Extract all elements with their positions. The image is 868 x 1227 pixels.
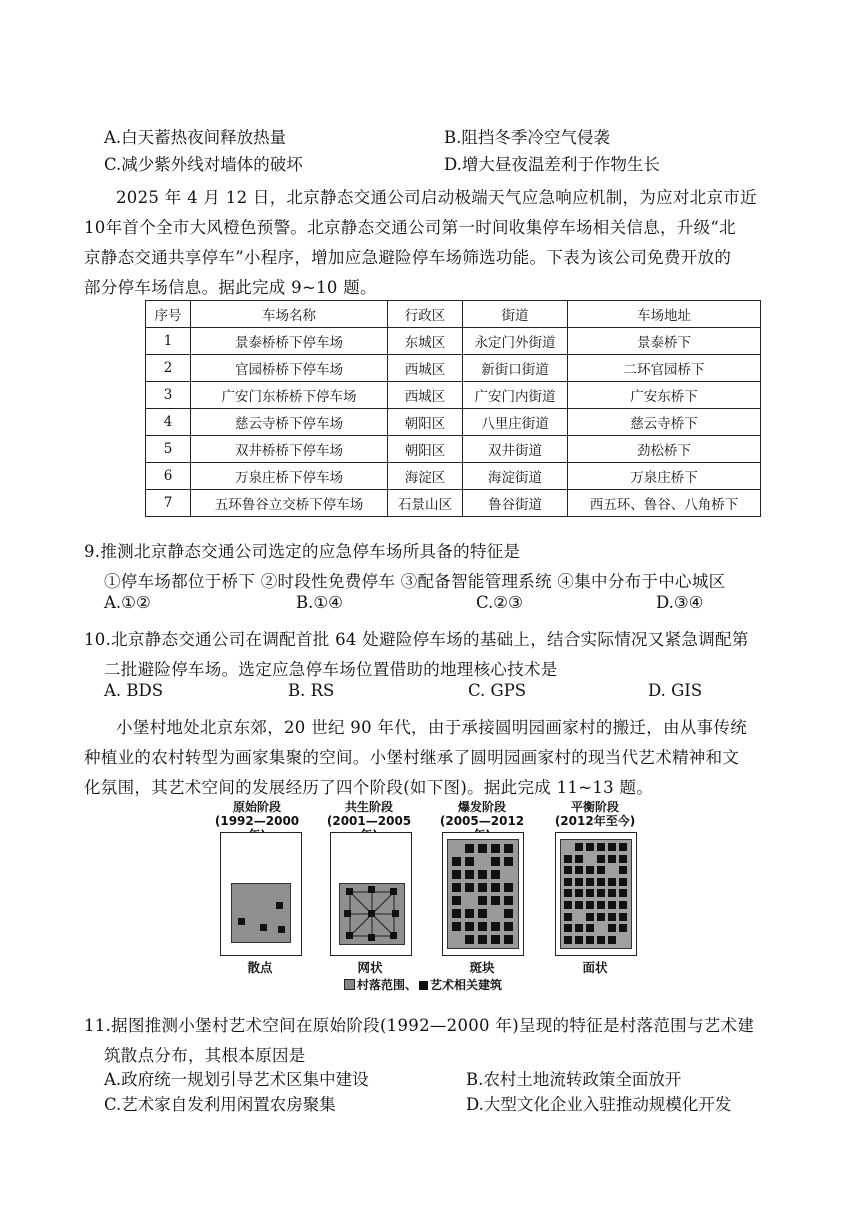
art-building-block: [564, 855, 572, 863]
art-building-block: [586, 936, 594, 944]
art-building-block: [452, 870, 461, 879]
stage-2-village-area: [339, 883, 405, 945]
legend-art-label: 艺术相关建筑: [430, 978, 503, 992]
q10-option-a: A. BDS: [104, 681, 164, 700]
stage-2-map: [330, 832, 412, 956]
table-row: [146, 490, 761, 517]
art-building-block: [491, 857, 500, 866]
cell-district: 朝阳区: [388, 409, 463, 436]
cell-lot-name: 五环鲁谷立交桥下停车场: [191, 490, 388, 517]
q10-option-b: B. RS: [288, 681, 335, 700]
art-building-block: [619, 843, 627, 851]
art-building-block: [608, 855, 616, 863]
q9-items: ①停车场都位于桥下 ②时段性免费停车 ③配备智能管理系统 ④集中分布于中心城区: [104, 572, 726, 591]
cell-address: 广安东桥下: [568, 382, 761, 409]
art-building-block: [465, 922, 474, 931]
cell-lot-name: 双井桥桥下停车场: [191, 436, 388, 463]
art-building-block: [452, 857, 461, 866]
art-building-block: [344, 910, 351, 917]
stage-1-village-area: [231, 883, 291, 943]
art-building-block: [564, 924, 572, 932]
art-building-block: [465, 844, 474, 853]
table-row: [146, 436, 761, 463]
stage-1-period: (1992—2000: [214, 814, 300, 828]
passage1-line: 京静态交通共享停车”小程序，增加应急避险停车场筛选功能。下表为该公司免费开放的: [84, 248, 732, 267]
header-street: 街道: [463, 301, 568, 328]
art-building-block: [260, 924, 267, 931]
q9-option-a: A.①②: [104, 593, 151, 612]
art-building-block: [564, 901, 572, 909]
art-building-block: [478, 870, 487, 879]
art-building-block: [597, 855, 605, 863]
art-building-block: [586, 878, 594, 886]
art-building-block: [368, 934, 375, 941]
cell-lot-name: 官园桥桥下停车场: [191, 355, 388, 382]
art-building-block: [278, 926, 285, 933]
art-building-block: [619, 924, 627, 932]
art-building-block: [465, 857, 474, 866]
stage-4-period: (2012年至今): [554, 814, 636, 828]
stage-4-village-area: [560, 839, 632, 949]
art-building-block: [564, 866, 572, 874]
cell-district: 东城区: [388, 328, 463, 355]
stage-2-period: (2001—2005: [326, 814, 412, 828]
art-building-block: [619, 901, 627, 909]
table-row: [146, 328, 761, 355]
art-building-block: [504, 896, 513, 905]
q11-stem-line2: 筑散点分布，其根本原因是: [104, 1046, 306, 1065]
art-building-block: [465, 870, 474, 879]
art-building-block: [619, 866, 627, 874]
stage-4-name: 平衡阶段: [570, 800, 619, 814]
cell-street: 鲁谷街道: [463, 490, 568, 517]
header-address: 车场地址: [568, 301, 761, 328]
legend-village-swatch: [344, 979, 355, 990]
table-row: [146, 355, 761, 382]
art-building-block: [478, 896, 487, 905]
art-building-block: [586, 913, 594, 921]
art-building-block: [504, 883, 513, 892]
cell-lot-name: 万泉庄桥下停车场: [191, 463, 388, 490]
cell-street: 永定门外街道: [463, 328, 568, 355]
q9-option-c: C.②③: [476, 593, 523, 612]
art-building-block: [608, 878, 616, 886]
stage-3-map: [442, 832, 524, 956]
art-building-block: [238, 918, 245, 925]
cell-address: 西五环、鲁谷、八角桥下: [568, 490, 761, 517]
stage-3-caption: 斑块: [469, 960, 495, 975]
art-building-block: [478, 922, 487, 931]
passage2-line: 小堡村地处北京东郊，20 世纪 90 年代，由于承接圆明园画家村的搬迁，由从事传统: [116, 718, 748, 737]
passage2-line: 种植业的农村转型为画家集聚的空间。小堡村继承了圆明园画家村的现当代艺术精神和文: [84, 748, 740, 767]
art-building-block: [619, 913, 627, 921]
art-building-block: [575, 843, 583, 851]
art-building-block: [564, 889, 572, 897]
art-building-block: [586, 924, 594, 932]
stage-3-period: (2005—2012: [439, 814, 525, 828]
art-building-block: [390, 932, 397, 939]
art-building-block: [608, 843, 616, 851]
art-building-block: [586, 889, 594, 897]
header-index: 序号: [146, 301, 191, 328]
parking-table: [145, 300, 761, 517]
art-building-block: [586, 843, 594, 851]
art-building-block: [619, 878, 627, 886]
art-building-block: [478, 844, 487, 853]
table-row: [146, 409, 761, 436]
q11-option-a: A.政府统一规划引导艺术区集中建设: [104, 1070, 369, 1089]
art-building-block: [491, 883, 500, 892]
art-building-block: [491, 844, 500, 853]
art-building-block: [575, 866, 583, 874]
cell-district: 海淀区: [388, 463, 463, 490]
art-building-block: [608, 889, 616, 897]
art-building-block: [465, 909, 474, 918]
art-building-block: [619, 889, 627, 897]
art-building-block: [478, 909, 487, 918]
q11-option-d: D.大型文化企业入驻推动规模化开发: [466, 1095, 732, 1114]
q10-option-c: C. GPS: [468, 681, 527, 700]
art-building-block: [575, 889, 583, 897]
art-building-block: [368, 910, 375, 917]
q10-stem-line2: 二批避险停车场。选定应急停车场位置借助的地理核心技术是: [104, 660, 558, 679]
art-building-block: [575, 924, 583, 932]
art-building-block: [575, 936, 583, 944]
stage-2-caption: 网状: [357, 960, 383, 975]
art-building-block: [504, 909, 513, 918]
q11-option-c: C.艺术家自发利用闲置农房聚集: [104, 1095, 336, 1114]
art-building-block: [452, 883, 461, 892]
art-building-block: [575, 901, 583, 909]
art-building-block: [452, 922, 461, 931]
legend-art-swatch: [419, 981, 428, 990]
cell-district: 石景山区: [388, 490, 463, 517]
cell-index: 4: [146, 409, 191, 436]
art-building-block: [575, 855, 583, 863]
q9-option-d: D.③④: [656, 593, 704, 612]
art-building-block: [597, 889, 605, 897]
q9-stem: 9.推测北京静态交通公司选定的应急停车场所具备的特征是: [84, 542, 521, 561]
art-building-block: [586, 866, 594, 874]
header-lot-name: 车场名称: [191, 301, 388, 328]
stage-3-village-area: [447, 839, 519, 949]
art-building-block: [597, 936, 605, 944]
stage-1-name: 原始阶段: [232, 800, 281, 814]
stage-3-name: 爆发阶段: [457, 800, 506, 814]
village-stages-figure: [212, 800, 652, 996]
cell-address: 劲松桥下: [568, 436, 761, 463]
art-building-block: [586, 901, 594, 909]
cell-street: 八里庄街道: [463, 409, 568, 436]
art-building-block: [608, 901, 616, 909]
q11-stem-line1: 11.据图推测小堡村艺术空间在原始阶段(1992—2000 年)呈现的特征是村落范围与艺术建: [84, 1016, 755, 1035]
art-building-block: [608, 924, 616, 932]
q10-stem-line1: 10.北京静态交通公司在调配首批 64 处避险停车场的基础上，结合实际情况又紧急调配第: [84, 630, 749, 649]
figure-legend: [342, 976, 502, 993]
q8-option-a: A.白天蓄热夜间释放热量: [104, 128, 287, 147]
cell-index: 2: [146, 355, 191, 382]
art-building-block: [504, 857, 513, 866]
cell-index: 7: [146, 490, 191, 517]
stage-4-map: [555, 832, 637, 956]
stage-1-caption: 散点: [247, 960, 273, 975]
art-building-block: [597, 913, 605, 921]
table-header-row: [146, 301, 761, 328]
cell-index: 6: [146, 463, 191, 490]
art-building-block: [465, 883, 474, 892]
q8-option-c: C.减少紫外线对墙体的破坏: [104, 155, 303, 174]
stage-4-heading: [550, 800, 640, 828]
cell-index: 5: [146, 436, 191, 463]
art-building-block: [452, 896, 461, 905]
q9-option-b: B.①④: [296, 593, 343, 612]
table-row: [146, 463, 761, 490]
art-building-block: [564, 878, 572, 886]
art-building-block: [392, 910, 399, 917]
art-building-block: [608, 913, 616, 921]
art-building-block: [597, 866, 605, 874]
stage-4-caption: 面状: [582, 960, 608, 975]
q11-option-b: B.农村土地流转政策全面放开: [466, 1070, 682, 1089]
cell-district: 西城区: [388, 382, 463, 409]
art-building-block: [346, 888, 353, 895]
cell-address: 万泉庄桥下: [568, 463, 761, 490]
passage1-line: 2025 年 4 月 12 日，北京静态交通公司启动极端天气应急响应机制，为应对北京市近: [116, 188, 757, 207]
art-building-block: [346, 932, 353, 939]
art-building-block: [597, 878, 605, 886]
cell-street: 海淀街道: [463, 463, 568, 490]
art-building-block: [504, 935, 513, 944]
art-building-block: [478, 883, 487, 892]
art-building-block: [575, 878, 583, 886]
art-building-block: [504, 922, 513, 931]
art-building-block: [276, 902, 283, 909]
art-building-block: [491, 896, 500, 905]
art-building-block: [491, 935, 500, 944]
art-building-block: [597, 901, 605, 909]
art-building-block: [504, 844, 513, 853]
passage1-line: 部分停车场信息。据此完成 9~10 题。: [84, 278, 377, 297]
cell-address: 景泰桥下: [568, 328, 761, 355]
cell-lot-name: 广安门东桥桥下停车场: [191, 382, 388, 409]
art-building-block: [478, 935, 487, 944]
art-building-block: [465, 935, 474, 944]
art-building-block: [390, 888, 397, 895]
cell-index: 1: [146, 328, 191, 355]
art-building-block: [564, 913, 572, 921]
cell-address: 慈云寺桥下: [568, 409, 761, 436]
legend-village-label: 村落范围、: [357, 978, 418, 992]
art-building-block: [619, 855, 627, 863]
art-building-block: [491, 870, 500, 879]
passage2-line: 化氛围，其艺术空间的发展经历了四个阶段(如下图)。据此完成 11~13 题。: [84, 778, 654, 797]
cell-street: 新街口街道: [463, 355, 568, 382]
art-building-block: [608, 936, 616, 944]
cell-lot-name: 慈云寺桥下停车场: [191, 409, 388, 436]
stage-2-name: 共生阶段: [344, 800, 393, 814]
cell-street: 广安门内街道: [463, 382, 568, 409]
table-row: [146, 382, 761, 409]
art-building-block: [452, 909, 461, 918]
cell-street: 双井街道: [463, 436, 568, 463]
q10-option-d: D. GIS: [648, 681, 703, 700]
art-building-block: [368, 886, 375, 893]
cell-index: 3: [146, 382, 191, 409]
cell-address: 二环官园桥下: [568, 355, 761, 382]
cell-lot-name: 景泰桥桥下停车场: [191, 328, 388, 355]
art-building-block: [597, 843, 605, 851]
passage1-line: 10年首个全市大风橙色预警。北京静态交通公司第一时间收集停车场相关信息，升级“北: [84, 218, 736, 237]
art-building-block: [491, 922, 500, 931]
q8-option-d: D.增大昼夜温差利于作物生长: [444, 155, 660, 174]
header-district: 行政区: [388, 301, 463, 328]
cell-district: 西城区: [388, 355, 463, 382]
q8-option-b: B.阻挡冬季冷空气侵袭: [444, 128, 610, 147]
art-building-block: [564, 936, 572, 944]
cell-district: 朝阳区: [388, 436, 463, 463]
stage-1-map: [220, 832, 302, 956]
